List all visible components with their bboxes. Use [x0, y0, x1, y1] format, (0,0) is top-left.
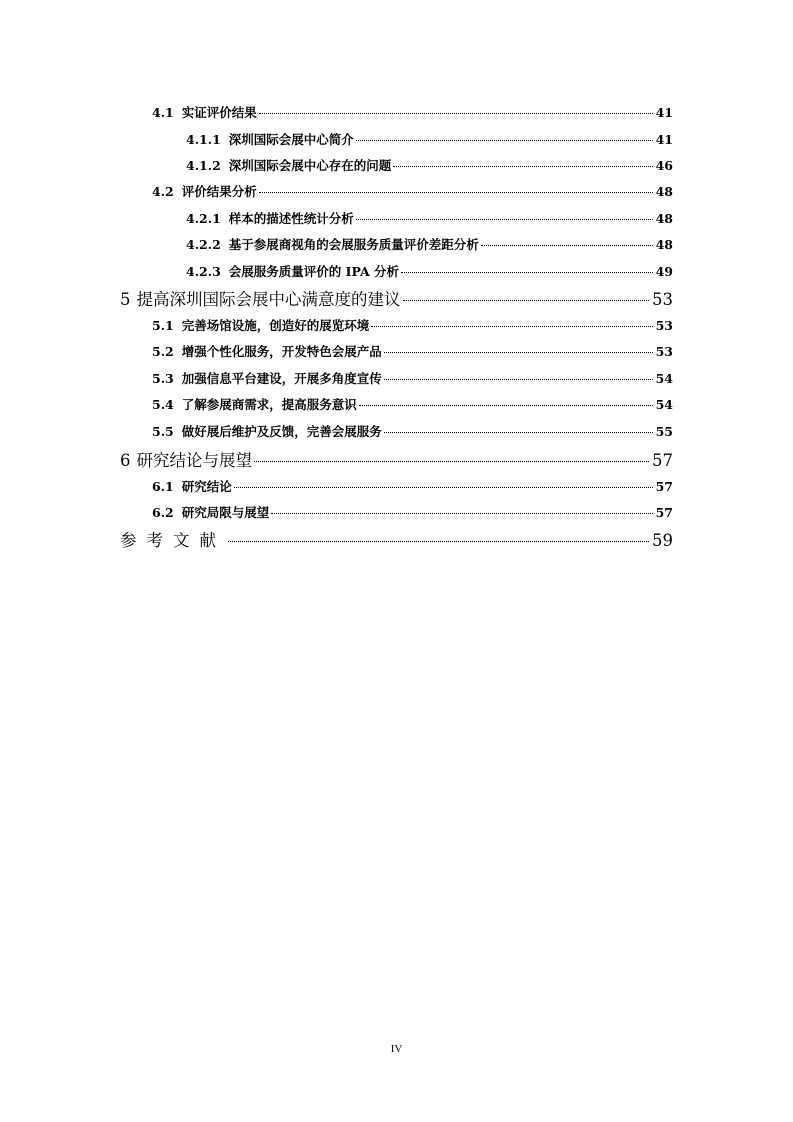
toc-dot-leader [371, 326, 652, 327]
toc-entry-title: 评价结果分析 [181, 184, 257, 199]
toc-entry-number: 4.1.1 [186, 132, 221, 147]
toc-entry-title: 做好展后维护及反馈，完善会展服务 [181, 424, 382, 439]
toc-entry[interactable] [152, 422, 673, 440]
toc-entry-number: 4.1.2 [186, 158, 221, 173]
toc-entry-title: 实证评价结果 [181, 105, 257, 120]
toc-entry-title: 深圳国际会展中心存在的问题 [228, 158, 392, 173]
toc-entry-page: 41 [655, 105, 673, 120]
toc-entry-title: 研究局限与展望 [181, 505, 270, 520]
toc-entry-number: 6 [120, 451, 131, 470]
toc-entry-number: 5.3 [152, 371, 174, 386]
toc-chapter-entry[interactable] [120, 447, 673, 471]
toc-entry[interactable] [152, 103, 673, 121]
toc-dot-leader [393, 166, 652, 167]
toc-entry-page: 55 [655, 424, 673, 439]
toc-entry-number: 4.2.1 [186, 211, 221, 226]
toc-entry-page: 48 [655, 237, 673, 252]
toc-entry-title: 研究结论与展望 [136, 451, 252, 470]
toc-dot-leader [481, 245, 653, 246]
toc-dot-leader [259, 113, 653, 114]
toc-dot-leader [234, 487, 653, 488]
toc-dot-leader [228, 541, 649, 542]
toc-entry[interactable] [186, 262, 673, 280]
toc-dot-leader [259, 192, 653, 193]
toc-entry[interactable] [152, 182, 673, 200]
toc-entry[interactable] [186, 235, 673, 253]
toc-dot-leader [356, 140, 653, 141]
toc-entry-number: 5.4 [152, 397, 174, 412]
toc-chapter-entry[interactable] [120, 286, 673, 310]
toc-entry-page: 57 [655, 505, 673, 520]
toc-entry[interactable] [152, 477, 673, 495]
toc-dot-leader [384, 432, 653, 433]
toc-entry-number: 5.5 [152, 424, 174, 439]
toc-entry-title: 加强信息平台建设，开展多角度宣传 [181, 371, 382, 386]
toc-entry[interactable] [186, 130, 673, 148]
toc-entry-title: 提高深圳国际会展中心满意度的建议 [136, 290, 401, 309]
toc-entry-page: 53 [655, 318, 673, 333]
toc-entry-page: 54 [655, 397, 673, 412]
toc-entry-page: 46 [655, 158, 673, 173]
toc-entry-number: 6.1 [152, 479, 174, 494]
toc-dot-leader [401, 272, 653, 273]
toc-entry[interactable] [152, 395, 673, 413]
toc-entry-title: 样本的描述性统计分析 [228, 211, 354, 226]
toc-entry-title: 基于参展商视角的会展服务质量评价差距分析 [228, 237, 479, 252]
toc-entry-page: 57 [652, 451, 673, 470]
toc-dot-leader [384, 379, 653, 380]
toc-dot-leader [384, 352, 653, 353]
toc-entry[interactable] [152, 503, 673, 521]
toc-entry[interactable] [186, 209, 673, 227]
toc-entry-page: 59 [652, 531, 673, 550]
toc-entry-title: 参考文献 [120, 531, 226, 550]
toc-entry-page: 49 [655, 264, 673, 279]
toc-entry[interactable] [152, 342, 673, 360]
toc-entry[interactable] [186, 156, 673, 174]
toc-entry-title: 增强个性化服务，开发特色会展产品 [181, 344, 382, 359]
toc-dot-leader [254, 461, 649, 462]
toc-entry-title: 研究结论 [181, 479, 232, 494]
toc-entry-number: 4.2 [152, 184, 174, 199]
toc-entry-page: 57 [655, 479, 673, 494]
toc-dot-leader [356, 219, 653, 220]
toc-entry-number: 5.1 [152, 318, 174, 333]
toc-entry-number: 4.1 [152, 105, 174, 120]
toc-entry-title: 深圳国际会展中心简介 [228, 132, 354, 147]
toc-entry[interactable] [152, 316, 673, 334]
toc-entry-page: 41 [655, 132, 673, 147]
page-number: IV [390, 1043, 403, 1055]
toc-entry-page: 53 [655, 344, 673, 359]
toc-entry-title: 完善场馆设施，创造好的展览环境 [181, 318, 370, 333]
toc-dot-leader [403, 300, 650, 301]
toc-entry-number: 5.2 [152, 344, 174, 359]
toc-entry-number: 5 [120, 290, 131, 309]
toc-entry-number: 6.2 [152, 505, 174, 520]
toc-entry-title: 了解参展商需求，提高服务意识 [181, 397, 357, 412]
toc-dot-leader [271, 513, 652, 514]
toc-entry-page: 48 [655, 184, 673, 199]
toc-entry-page: 54 [655, 371, 673, 386]
toc-entry-page: 53 [652, 290, 673, 309]
toc-entry-page: 48 [655, 211, 673, 226]
toc-entry-number: 4.2.2 [186, 237, 221, 252]
toc-dot-leader [359, 405, 653, 406]
toc-entry-number: 4.2.3 [186, 264, 221, 279]
toc-references-entry[interactable] [120, 527, 673, 551]
toc-entry[interactable] [152, 369, 673, 387]
toc-entry-title: 会展服务质量评价的 IPA 分析 [228, 264, 400, 279]
